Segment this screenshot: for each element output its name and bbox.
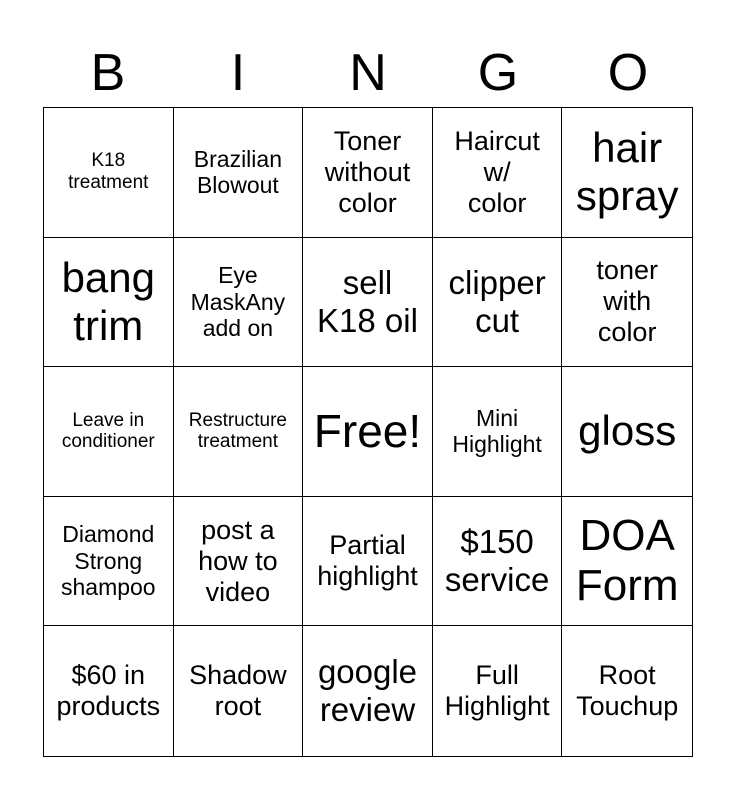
bingo-cell[interactable]: [433, 238, 563, 368]
bingo-cell[interactable]: [44, 497, 174, 627]
bingo-cell[interactable]: [433, 626, 563, 756]
bingo-cell[interactable]: [174, 108, 304, 238]
bingo-cell[interactable]: [303, 108, 433, 238]
header-letter-n: N: [349, 44, 387, 102]
cell-label: Diamond Strong shampoo: [60, 521, 156, 601]
bingo-cell[interactable]: [174, 367, 304, 497]
cell-label: Full Highlight: [444, 660, 550, 722]
header-letter-i: I: [230, 44, 246, 102]
cell-label: $150 service: [444, 523, 550, 599]
bingo-cell[interactable]: [44, 238, 174, 368]
bingo-cell[interactable]: [562, 626, 692, 756]
free-space-cell[interactable]: [303, 367, 433, 497]
cell-label: K18 treatment: [68, 150, 149, 194]
bingo-header: [43, 38, 693, 108]
cell-label: Leave in conditioner: [61, 409, 155, 453]
cell-label: bang trim: [61, 253, 156, 349]
free-space-label: Free!: [313, 405, 422, 458]
cell-label: Haircut w/ color: [454, 125, 540, 218]
cell-label: Shadow root: [189, 660, 287, 722]
bingo-cell[interactable]: [303, 626, 433, 756]
header-letter-g: G: [477, 44, 519, 102]
bingo-cell[interactable]: [303, 497, 433, 627]
cell-label: google review: [317, 653, 418, 729]
cell-label: Root Touchup: [576, 660, 679, 722]
bingo-cell[interactable]: [433, 497, 563, 627]
bingo-cell[interactable]: [433, 108, 563, 238]
cell-label: clipper cut: [448, 263, 546, 339]
cell-label: Brazilian Blowout: [193, 145, 282, 199]
header-letter-o: O: [607, 44, 649, 102]
bingo-cell[interactable]: [433, 367, 563, 497]
bingo-cell[interactable]: [44, 626, 174, 756]
bingo-cell[interactable]: [562, 497, 692, 627]
bingo-cell[interactable]: [174, 497, 304, 627]
cell-label: sell K18 oil: [317, 263, 418, 339]
cell-label: hair spray: [575, 124, 679, 220]
cell-label: Eye MaskAny add on: [190, 262, 286, 342]
cell-label: Partial highlight: [317, 530, 418, 592]
cell-label: DOA Form: [575, 510, 679, 611]
bingo-cell[interactable]: [174, 626, 304, 756]
bingo-cell[interactable]: [44, 108, 174, 238]
cell-label: Mini Highlight: [452, 405, 542, 458]
cell-label: $60 in products: [56, 660, 161, 722]
bingo-cell[interactable]: [44, 367, 174, 497]
cell-label: Toner without color: [324, 125, 411, 218]
header-letter-b: B: [90, 44, 126, 102]
bingo-board: [43, 107, 693, 757]
cell-label: gloss: [578, 407, 677, 455]
bingo-cell[interactable]: [303, 238, 433, 368]
cell-label: toner with color: [596, 255, 658, 348]
bingo-cell[interactable]: [174, 238, 304, 368]
cell-label: Restructure treatment: [188, 409, 287, 453]
bingo-cell[interactable]: [562, 108, 692, 238]
cell-label: post a how to video: [198, 514, 278, 607]
bingo-cell[interactable]: [562, 238, 692, 368]
bingo-cell[interactable]: [562, 367, 692, 497]
